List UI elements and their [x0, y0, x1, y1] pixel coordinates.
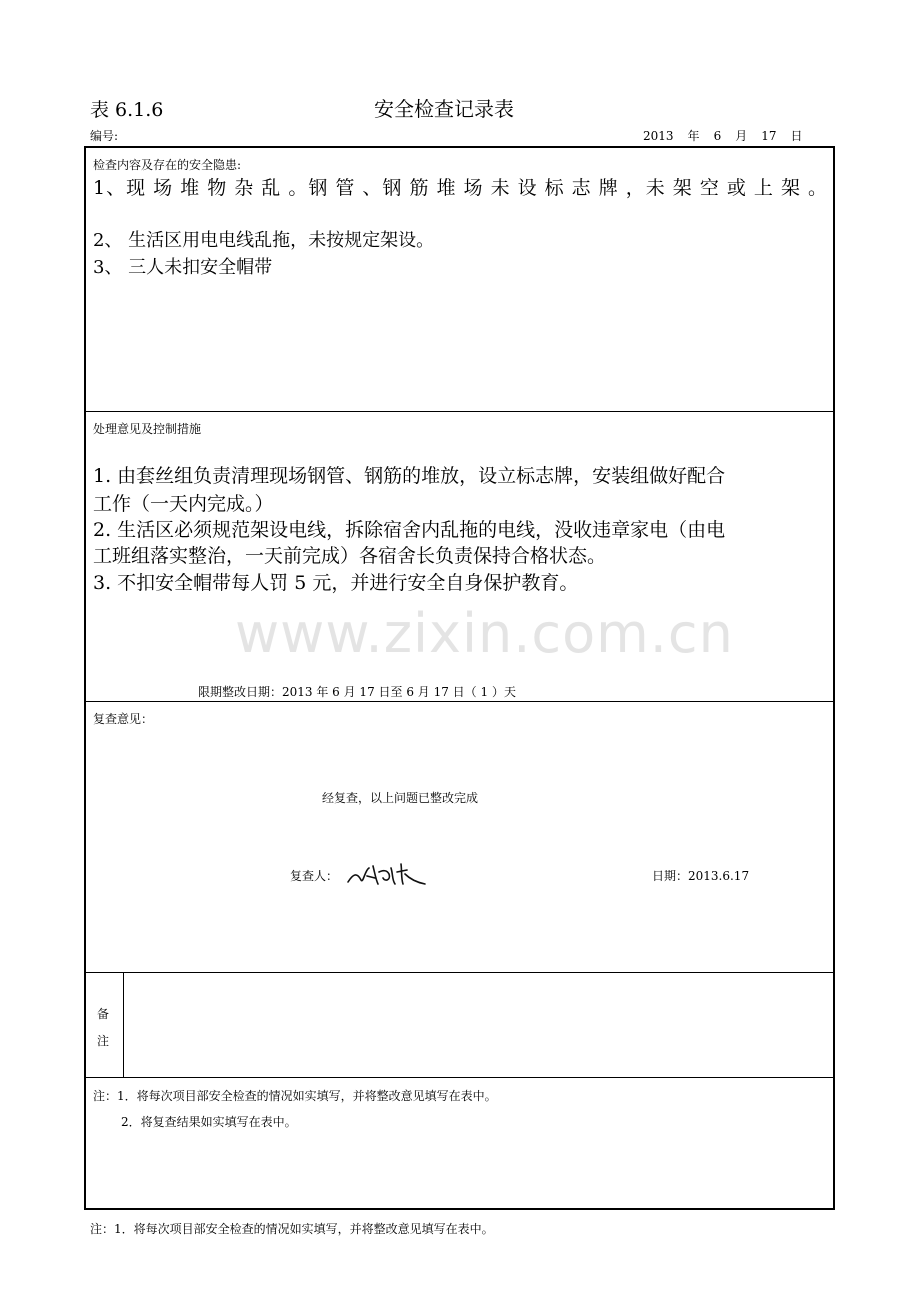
review-section-label: 复查意见：	[93, 712, 154, 726]
remarks-column-divider	[123, 972, 124, 1077]
reviewer-label: 复查人：	[290, 869, 339, 883]
inspection-item-1: 1、现 场 堆 物 杂 乱 。钢 管 、钢 筋 堆 场 未 设 标 志 牌 ，未 架 空 或 上 架 。	[93, 177, 828, 199]
table-note-1: 注：1．将每次项目部安全检查的情况如实填写，并将整改意见填写在表中。	[93, 1089, 497, 1103]
measure-line-4: 工班组落实整治，一天前完成）各宿舍长负责保持合格状态。	[93, 545, 607, 567]
divider-inspection	[86, 411, 833, 412]
review-date: 日期：2013.6.17	[652, 869, 750, 883]
watermark: www.zixin.com.cn	[235, 602, 734, 665]
review-result: 经复查，以上问题已整改完成	[322, 791, 479, 805]
measure-line-1: 1. 由套丝组负责清理现场钢管、钢筋的堆放，设立标志牌，安装组做好配合	[93, 465, 726, 487]
divider-review	[86, 972, 833, 973]
divider-remarks	[86, 1077, 833, 1078]
remarks-label-char-1: 备	[97, 1007, 110, 1021]
date-day: 17	[761, 129, 777, 143]
divider-measures	[86, 701, 833, 702]
date-year: 2013	[643, 129, 674, 143]
inspection-record-table	[84, 146, 835, 1210]
header-date	[643, 127, 803, 144]
rectification-deadline: 限期整改日期：2013 年 6 月 17 日至 6 月 17 日（ 1 ）天	[198, 685, 516, 699]
inspection-item-3: 3、 三人未扣安全帽带	[93, 257, 273, 278]
footer-note: 注：1．将每次项目部安全检查的情况如实填写，并将整改意见填写在表中。	[90, 1222, 494, 1236]
reviewer-signature	[345, 860, 435, 890]
date-month-unit: 月	[735, 129, 748, 143]
table-note-2: 2．将复查结果如实填写在表中。	[121, 1115, 297, 1129]
measure-line-3: 2. 生活区必须规范架设电线，拆除宿舍内乱拖的电线，没收违章家电（由电	[93, 519, 726, 541]
document-title: 安全检查记录表	[374, 97, 514, 121]
date-month: 6	[713, 129, 722, 143]
date-year-unit: 年	[687, 129, 700, 143]
measure-line-2: 工作（一天内完成。）	[93, 493, 274, 515]
table-number: 表 6.1.6	[90, 99, 164, 121]
date-day-unit: 日	[790, 129, 803, 143]
remarks-label-char-2: 注	[97, 1034, 110, 1048]
measures-section-label: 处理意见及控制措施	[93, 422, 202, 436]
inspection-item-2: 2、 生活区用电电线乱拖，未按规定架设。	[93, 230, 435, 251]
inspection-section-label: 检查内容及存在的安全隐患:	[93, 158, 242, 172]
serial-number-label: 编号:	[90, 129, 119, 143]
measure-line-5: 3. 不扣安全帽带每人罚 5 元，并进行安全自身保护教育。	[93, 572, 579, 594]
